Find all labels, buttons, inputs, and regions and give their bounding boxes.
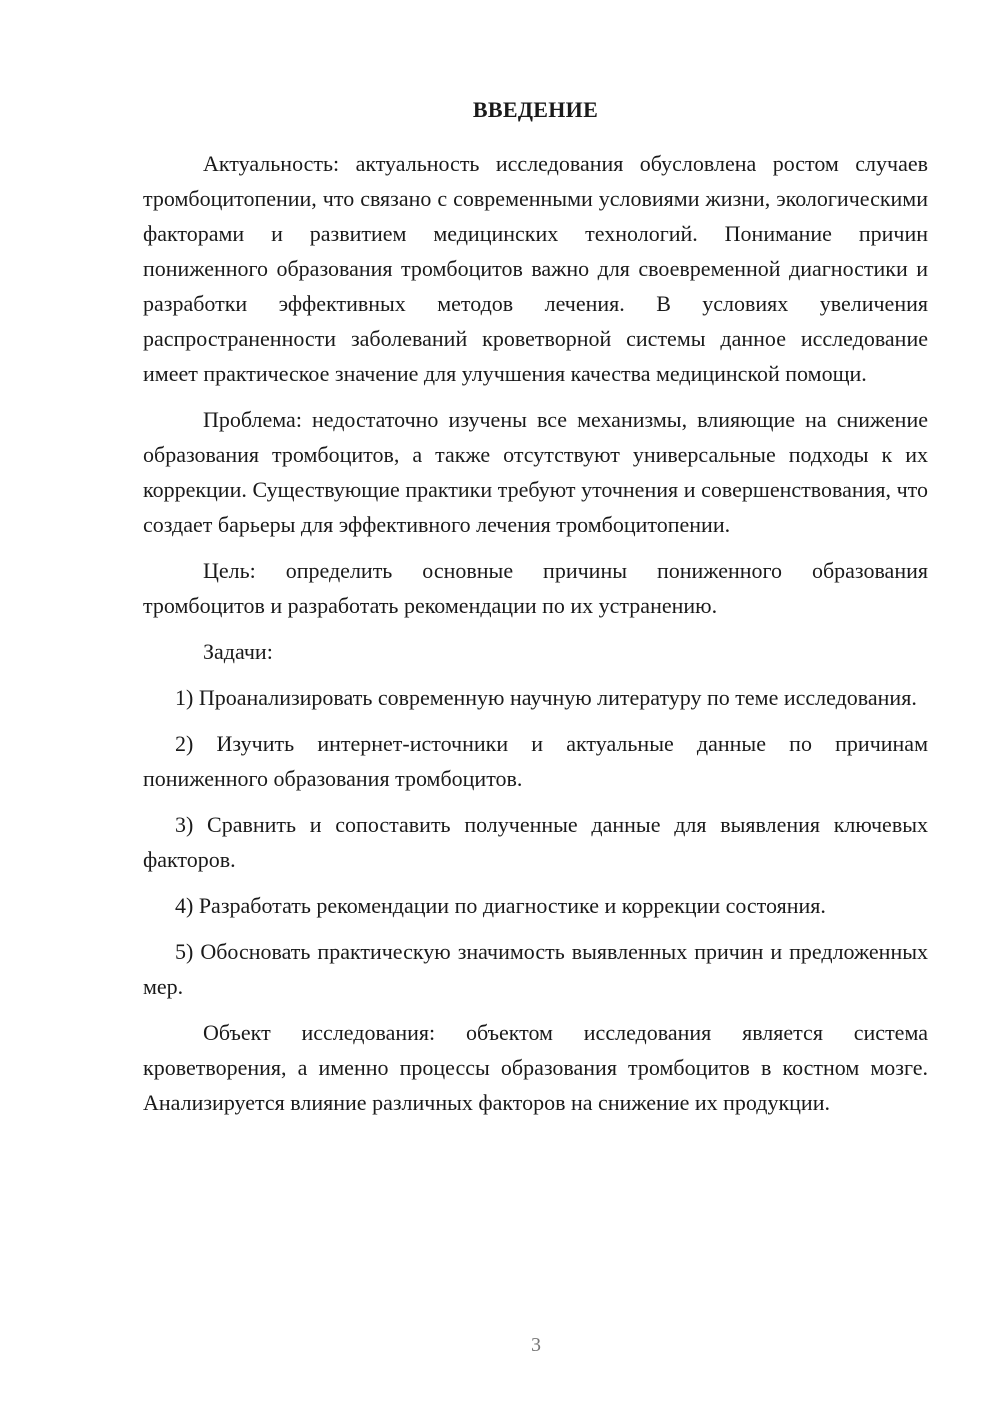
task-item-2: 2) Изучить интернет-источники и актуальные данные по причинам пониженного образования тромбоцитов. <box>143 731 928 791</box>
paragraph-relevance: Актуальность: актуальность исследования обусловлена ростом случаев тромбоцитопении, что связано с современными условиями жизни, экологическими факторами и развитием медицинских технологий. Понимание причин пониженного образования тромбоцитов важно для своевременной диагностики и разработки эффективных методов лечения. В условиях увеличения распространенности заболеваний кроветворной системы данное исследование имеет практическое значение для улучшения качества медицинской помощи. <box>143 151 928 386</box>
section-title: ВВЕДЕНИЕ <box>472 97 599 122</box>
task-item-5: 5) Обосновать практическую значимость выявленных причин и предложенных мер. <box>143 939 928 999</box>
paragraph-goal: Цель: определить основные причины пониженного образования тромбоцитов и разработать рекомендации по их устранению. <box>143 558 928 618</box>
page-number: 3 <box>531 1334 541 1356</box>
task-item-1: 1) Проанализировать современную научную литературу по теме исследования. <box>175 685 917 710</box>
paragraph-problem: Проблема: недостаточно изучены все механизмы, влияющие на снижение образования тромбоцитов, а также отсутствуют универсальные подходы к их коррекции. Существующие практики требуют уточнения и совершенствования, что создает барьеры для эффективного лечения тромбоцитопении. <box>143 407 928 537</box>
tasks-heading: Задачи: <box>203 639 273 664</box>
page-body <box>143 94 928 1120</box>
task-item-3: 3) Сравнить и сопоставить полученные данные для выявления ключевых факторов. <box>143 812 928 872</box>
task-item-4: 4) Разработать рекомендации по диагностике и коррекции состояния. <box>175 893 826 918</box>
paragraph-object: Объект исследования: объектом исследования является система кроветворения, а именно процессы образования тромбоцитов в костном мозге. Анализируется влияние различных факторов на снижение их продукции. <box>143 1020 928 1115</box>
